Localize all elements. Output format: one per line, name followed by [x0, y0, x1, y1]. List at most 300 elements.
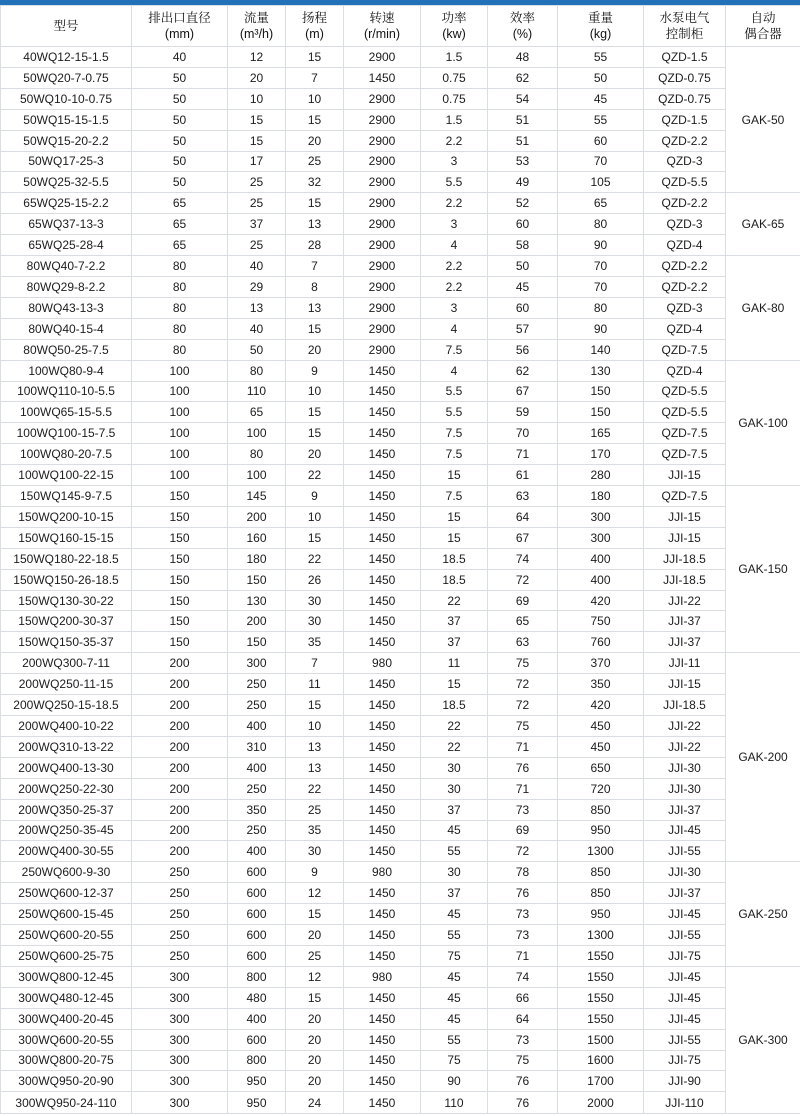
weight-cell: 1550: [558, 966, 644, 987]
flow-cell: 600: [228, 904, 286, 925]
speed-cell: 1450: [344, 1092, 421, 1114]
control-cabinet-cell: JJI-75: [644, 1050, 726, 1071]
head-cell: 30: [286, 841, 344, 862]
head-cell: 15: [286, 193, 344, 214]
control-cabinet-cell: JJI-37: [644, 632, 726, 653]
column-header-8: [644, 6, 726, 47]
flow-cell: 480: [228, 987, 286, 1008]
table-row: [1, 632, 800, 653]
coupler-group-cell: GAK-250: [726, 862, 800, 967]
diameter-cell: 200: [132, 841, 228, 862]
control-cabinet-cell: JJI-90: [644, 1071, 726, 1092]
table-row: [1, 569, 800, 590]
efficiency-cell: 63: [488, 632, 558, 653]
diameter-cell: 50: [132, 88, 228, 109]
column-header-4: [344, 6, 421, 47]
flow-cell: 160: [228, 527, 286, 548]
head-cell: 25: [286, 151, 344, 172]
speed-cell: 2900: [344, 193, 421, 214]
speed-cell: 1450: [344, 632, 421, 653]
diameter-cell: 80: [132, 256, 228, 277]
diameter-cell: 250: [132, 862, 228, 883]
head-cell: 26: [286, 569, 344, 590]
diameter-cell: 50: [132, 67, 228, 88]
table-row: [1, 235, 800, 256]
weight-cell: 60: [558, 130, 644, 151]
weight-cell: 850: [558, 799, 644, 820]
table-row: [1, 1008, 800, 1029]
weight-cell: 55: [558, 47, 644, 68]
table-row: [1, 423, 800, 444]
diameter-cell: 150: [132, 486, 228, 507]
flow-cell: 600: [228, 925, 286, 946]
table-row: [1, 506, 800, 527]
efficiency-cell: 78: [488, 862, 558, 883]
diameter-cell: 100: [132, 381, 228, 402]
control-cabinet-cell: JJI-18.5: [644, 695, 726, 716]
speed-cell: 1450: [344, 381, 421, 402]
table-row: [1, 883, 800, 904]
control-cabinet-cell: QZD-5.5: [644, 381, 726, 402]
weight-cell: 130: [558, 360, 644, 381]
weight-cell: 650: [558, 757, 644, 778]
efficiency-cell: 60: [488, 297, 558, 318]
control-cabinet-cell: JJI-45: [644, 1008, 726, 1029]
control-cabinet-cell: QZD-4: [644, 318, 726, 339]
efficiency-cell: 75: [488, 716, 558, 737]
power-cell: 18.5: [421, 695, 488, 716]
model-cell: 150WQ160-15-15: [1, 527, 132, 548]
efficiency-cell: 48: [488, 47, 558, 68]
speed-cell: 2900: [344, 276, 421, 297]
model-cell: 300WQ480-12-45: [1, 987, 132, 1008]
column-title: 效率: [509, 10, 535, 25]
power-cell: 0.75: [421, 67, 488, 88]
table-row: [1, 674, 800, 695]
weight-cell: 105: [558, 172, 644, 193]
efficiency-cell: 54: [488, 88, 558, 109]
table-row: [1, 862, 800, 883]
efficiency-cell: 71: [488, 736, 558, 757]
diameter-cell: 300: [132, 1008, 228, 1029]
table-row: [1, 318, 800, 339]
head-cell: 15: [286, 318, 344, 339]
control-cabinet-cell: QZD-4: [644, 235, 726, 256]
speed-cell: 1450: [344, 883, 421, 904]
model-cell: 40WQ12-15-1.5: [1, 47, 132, 68]
weight-cell: 165: [558, 423, 644, 444]
column-title: 流量: [243, 10, 269, 25]
model-cell: 300WQ800-12-45: [1, 966, 132, 987]
power-cell: 4: [421, 318, 488, 339]
model-cell: 100WQ100-15-7.5: [1, 423, 132, 444]
power-cell: 55: [421, 1029, 488, 1050]
head-cell: 10: [286, 381, 344, 402]
diameter-cell: 150: [132, 590, 228, 611]
control-cabinet-cell: JJI-18.5: [644, 569, 726, 590]
speed-cell: 2900: [344, 235, 421, 256]
efficiency-cell: 59: [488, 402, 558, 423]
power-cell: 7.5: [421, 423, 488, 444]
control-cabinet-cell: JJI-110: [644, 1092, 726, 1114]
head-cell: 24: [286, 1092, 344, 1114]
weight-cell: 1550: [558, 945, 644, 966]
efficiency-cell: 51: [488, 109, 558, 130]
weight-cell: 350: [558, 674, 644, 695]
model-cell: 100WQ65-15-5.5: [1, 402, 132, 423]
speed-cell: 1450: [344, 67, 421, 88]
model-cell: 80WQ40-7-2.2: [1, 256, 132, 277]
head-cell: 20: [286, 130, 344, 151]
diameter-cell: 50: [132, 151, 228, 172]
model-cell: 200WQ400-10-22: [1, 716, 132, 737]
model-cell: 250WQ600-9-30: [1, 862, 132, 883]
efficiency-cell: 65: [488, 611, 558, 632]
control-cabinet-cell: JJI-22: [644, 716, 726, 737]
table-row: [1, 360, 800, 381]
table-row: [1, 276, 800, 297]
flow-cell: 400: [228, 716, 286, 737]
control-cabinet-cell: JJI-37: [644, 611, 726, 632]
model-cell: 200WQ350-25-37: [1, 799, 132, 820]
model-cell: 50WQ15-15-1.5: [1, 109, 132, 130]
table-row: [1, 966, 800, 987]
efficiency-cell: 71: [488, 778, 558, 799]
power-cell: 15: [421, 527, 488, 548]
coupler-group-cell: GAK-65: [726, 193, 800, 256]
flow-cell: 50: [228, 339, 286, 360]
control-cabinet-cell: JJI-22: [644, 736, 726, 757]
control-cabinet-cell: QZD-1.5: [644, 109, 726, 130]
diameter-cell: 80: [132, 297, 228, 318]
table-row: [1, 486, 800, 507]
model-cell: 50WQ10-10-0.75: [1, 88, 132, 109]
efficiency-cell: 75: [488, 1050, 558, 1071]
diameter-cell: 200: [132, 757, 228, 778]
head-cell: 28: [286, 235, 344, 256]
control-cabinet-cell: JJI-37: [644, 799, 726, 820]
flow-cell: 950: [228, 1092, 286, 1114]
weight-cell: 300: [558, 506, 644, 527]
model-cell: 200WQ400-30-55: [1, 841, 132, 862]
power-cell: 30: [421, 862, 488, 883]
head-cell: 13: [286, 297, 344, 318]
diameter-cell: 200: [132, 653, 228, 674]
model-cell: 150WQ130-30-22: [1, 590, 132, 611]
head-cell: 10: [286, 506, 344, 527]
diameter-cell: 200: [132, 778, 228, 799]
speed-cell: 1450: [344, 841, 421, 862]
weight-cell: 80: [558, 297, 644, 318]
speed-cell: 1450: [344, 904, 421, 925]
flow-cell: 15: [228, 109, 286, 130]
table-row: [1, 1071, 800, 1092]
head-cell: 7: [286, 67, 344, 88]
control-cabinet-cell: QZD-7.5: [644, 486, 726, 507]
model-cell: 50WQ25-32-5.5: [1, 172, 132, 193]
efficiency-cell: 61: [488, 465, 558, 486]
model-cell: 50WQ20-7-0.75: [1, 67, 132, 88]
efficiency-cell: 64: [488, 1008, 558, 1029]
table-row: [1, 1050, 800, 1071]
control-cabinet-cell: JJI-15: [644, 527, 726, 548]
head-cell: 22: [286, 778, 344, 799]
diameter-cell: 150: [132, 611, 228, 632]
table-row: [1, 611, 800, 632]
head-cell: 30: [286, 611, 344, 632]
model-cell: 200WQ250-11-15: [1, 674, 132, 695]
power-cell: 5.5: [421, 402, 488, 423]
diameter-cell: 80: [132, 276, 228, 297]
model-cell: 80WQ40-15-4: [1, 318, 132, 339]
column-unit: 偶合器: [744, 27, 782, 41]
column-unit: (m): [305, 27, 324, 41]
head-cell: 15: [286, 904, 344, 925]
efficiency-cell: 72: [488, 569, 558, 590]
model-cell: 250WQ600-25-75: [1, 945, 132, 966]
power-cell: 3: [421, 297, 488, 318]
control-cabinet-cell: JJI-37: [644, 883, 726, 904]
flow-cell: 65: [228, 402, 286, 423]
weight-cell: 150: [558, 381, 644, 402]
head-cell: 8: [286, 276, 344, 297]
speed-cell: 2900: [344, 88, 421, 109]
diameter-cell: 50: [132, 109, 228, 130]
control-cabinet-cell: JJI-30: [644, 757, 726, 778]
column-header-7: [558, 6, 644, 47]
table-row: [1, 904, 800, 925]
power-cell: 15: [421, 674, 488, 695]
efficiency-cell: 67: [488, 381, 558, 402]
model-cell: 65WQ25-15-2.2: [1, 193, 132, 214]
efficiency-cell: 74: [488, 966, 558, 987]
efficiency-cell: 66: [488, 987, 558, 1008]
speed-cell: 1450: [344, 590, 421, 611]
power-cell: 2.2: [421, 276, 488, 297]
table-row: [1, 109, 800, 130]
table-row: [1, 820, 800, 841]
power-cell: 37: [421, 632, 488, 653]
power-cell: 45: [421, 820, 488, 841]
column-unit: (r/min): [363, 27, 401, 41]
weight-cell: 1300: [558, 925, 644, 946]
flow-cell: 250: [228, 820, 286, 841]
power-cell: 22: [421, 590, 488, 611]
control-cabinet-cell: JJI-45: [644, 987, 726, 1008]
head-cell: 15: [286, 527, 344, 548]
power-cell: 18.5: [421, 548, 488, 569]
head-cell: 15: [286, 402, 344, 423]
power-cell: 55: [421, 841, 488, 862]
control-cabinet-cell: JJI-55: [644, 1029, 726, 1050]
diameter-cell: 300: [132, 966, 228, 987]
head-cell: 30: [286, 590, 344, 611]
model-cell: 150WQ150-35-37: [1, 632, 132, 653]
flow-cell: 800: [228, 1050, 286, 1071]
power-cell: 3: [421, 214, 488, 235]
column-header-5: [421, 6, 488, 47]
flow-cell: 37: [228, 214, 286, 235]
efficiency-cell: 73: [488, 1029, 558, 1050]
weight-cell: 450: [558, 716, 644, 737]
diameter-cell: 300: [132, 1050, 228, 1071]
weight-cell: 1600: [558, 1050, 644, 1071]
diameter-cell: 250: [132, 945, 228, 966]
head-cell: 20: [286, 1008, 344, 1029]
coupler-group-cell: GAK-300: [726, 966, 800, 1113]
power-cell: 5.5: [421, 172, 488, 193]
flow-cell: 300: [228, 653, 286, 674]
column-unit: (kw): [442, 27, 466, 41]
diameter-cell: 100: [132, 402, 228, 423]
table-row: [1, 1092, 800, 1114]
table-row: [1, 151, 800, 172]
efficiency-cell: 76: [488, 883, 558, 904]
control-cabinet-cell: JJI-22: [644, 590, 726, 611]
head-cell: 12: [286, 883, 344, 904]
speed-cell: 1450: [344, 402, 421, 423]
speed-cell: 1450: [344, 360, 421, 381]
column-header-2: [228, 6, 286, 47]
diameter-cell: 150: [132, 527, 228, 548]
power-cell: 45: [421, 1008, 488, 1029]
model-cell: 150WQ180-22-18.5: [1, 548, 132, 569]
table-row: [1, 1029, 800, 1050]
speed-cell: 2900: [344, 256, 421, 277]
control-cabinet-cell: JJI-15: [644, 506, 726, 527]
model-cell: 300WQ950-20-90: [1, 1071, 132, 1092]
flow-cell: 25: [228, 172, 286, 193]
flow-cell: 40: [228, 256, 286, 277]
head-cell: 20: [286, 925, 344, 946]
speed-cell: 2900: [344, 339, 421, 360]
speed-cell: 2900: [344, 318, 421, 339]
speed-cell: 1450: [344, 820, 421, 841]
head-cell: 7: [286, 653, 344, 674]
power-cell: 7.5: [421, 444, 488, 465]
efficiency-cell: 57: [488, 318, 558, 339]
coupler-group-cell: GAK-100: [726, 360, 800, 485]
speed-cell: 980: [344, 966, 421, 987]
power-cell: 110: [421, 1092, 488, 1114]
speed-cell: 1450: [344, 486, 421, 507]
diameter-cell: 300: [132, 987, 228, 1008]
power-cell: 18.5: [421, 569, 488, 590]
control-cabinet-cell: QZD-3: [644, 151, 726, 172]
coupler-group-cell: GAK-200: [726, 653, 800, 862]
head-cell: 15: [286, 695, 344, 716]
head-cell: 35: [286, 632, 344, 653]
table-row: [1, 925, 800, 946]
flow-cell: 100: [228, 423, 286, 444]
model-cell: 150WQ200-10-15: [1, 506, 132, 527]
head-cell: 20: [286, 1071, 344, 1092]
power-cell: 75: [421, 1050, 488, 1071]
control-cabinet-cell: QZD-2.2: [644, 193, 726, 214]
weight-cell: 70: [558, 151, 644, 172]
speed-cell: 1450: [344, 1050, 421, 1071]
control-cabinet-cell: QZD-5.5: [644, 402, 726, 423]
diameter-cell: 150: [132, 506, 228, 527]
table-row: [1, 67, 800, 88]
control-cabinet-cell: JJI-55: [644, 841, 726, 862]
model-cell: 65WQ37-13-3: [1, 214, 132, 235]
head-cell: 32: [286, 172, 344, 193]
table-row: [1, 548, 800, 569]
flow-cell: 200: [228, 611, 286, 632]
power-cell: 30: [421, 778, 488, 799]
model-cell: 200WQ250-35-45: [1, 820, 132, 841]
weight-cell: 280: [558, 465, 644, 486]
efficiency-cell: 72: [488, 841, 558, 862]
diameter-cell: 150: [132, 548, 228, 569]
power-cell: 37: [421, 799, 488, 820]
model-cell: 80WQ50-25-7.5: [1, 339, 132, 360]
flow-cell: 600: [228, 1029, 286, 1050]
coupler-group-cell: GAK-80: [726, 256, 800, 361]
diameter-cell: 65: [132, 214, 228, 235]
power-cell: 37: [421, 883, 488, 904]
power-cell: 45: [421, 987, 488, 1008]
weight-cell: 450: [558, 736, 644, 757]
table-row: [1, 799, 800, 820]
control-cabinet-cell: JJI-45: [644, 820, 726, 841]
column-title: 转速: [369, 10, 395, 25]
weight-cell: 1550: [558, 1008, 644, 1029]
weight-cell: 720: [558, 778, 644, 799]
head-cell: 10: [286, 88, 344, 109]
head-cell: 12: [286, 966, 344, 987]
model-cell: 100WQ80-9-4: [1, 360, 132, 381]
power-cell: 2.2: [421, 193, 488, 214]
weight-cell: 950: [558, 820, 644, 841]
power-cell: 15: [421, 465, 488, 486]
flow-cell: 180: [228, 548, 286, 569]
power-cell: 15: [421, 506, 488, 527]
pump-spec-table: [0, 5, 800, 1114]
flow-cell: 250: [228, 695, 286, 716]
model-cell: 200WQ250-22-30: [1, 778, 132, 799]
speed-cell: 1450: [344, 569, 421, 590]
efficiency-cell: 76: [488, 1092, 558, 1114]
control-cabinet-cell: QZD-3: [644, 297, 726, 318]
speed-cell: 1450: [344, 736, 421, 757]
diameter-cell: 250: [132, 883, 228, 904]
efficiency-cell: 74: [488, 548, 558, 569]
flow-cell: 150: [228, 569, 286, 590]
head-cell: 20: [286, 1029, 344, 1050]
column-title: 型号: [53, 18, 79, 33]
flow-cell: 145: [228, 486, 286, 507]
efficiency-cell: 72: [488, 674, 558, 695]
table-row: [1, 88, 800, 109]
power-cell: 4: [421, 360, 488, 381]
head-cell: 13: [286, 214, 344, 235]
power-cell: 30: [421, 757, 488, 778]
control-cabinet-cell: JJI-18.5: [644, 548, 726, 569]
efficiency-cell: 52: [488, 193, 558, 214]
weight-cell: 850: [558, 862, 644, 883]
model-cell: 250WQ600-20-55: [1, 925, 132, 946]
control-cabinet-cell: JJI-30: [644, 862, 726, 883]
coupler-group-cell: GAK-150: [726, 486, 800, 653]
flow-cell: 350: [228, 799, 286, 820]
diameter-cell: 250: [132, 925, 228, 946]
head-cell: 20: [286, 339, 344, 360]
model-cell: 100WQ80-20-7.5: [1, 444, 132, 465]
table-row: [1, 987, 800, 1008]
speed-cell: 2900: [344, 109, 421, 130]
